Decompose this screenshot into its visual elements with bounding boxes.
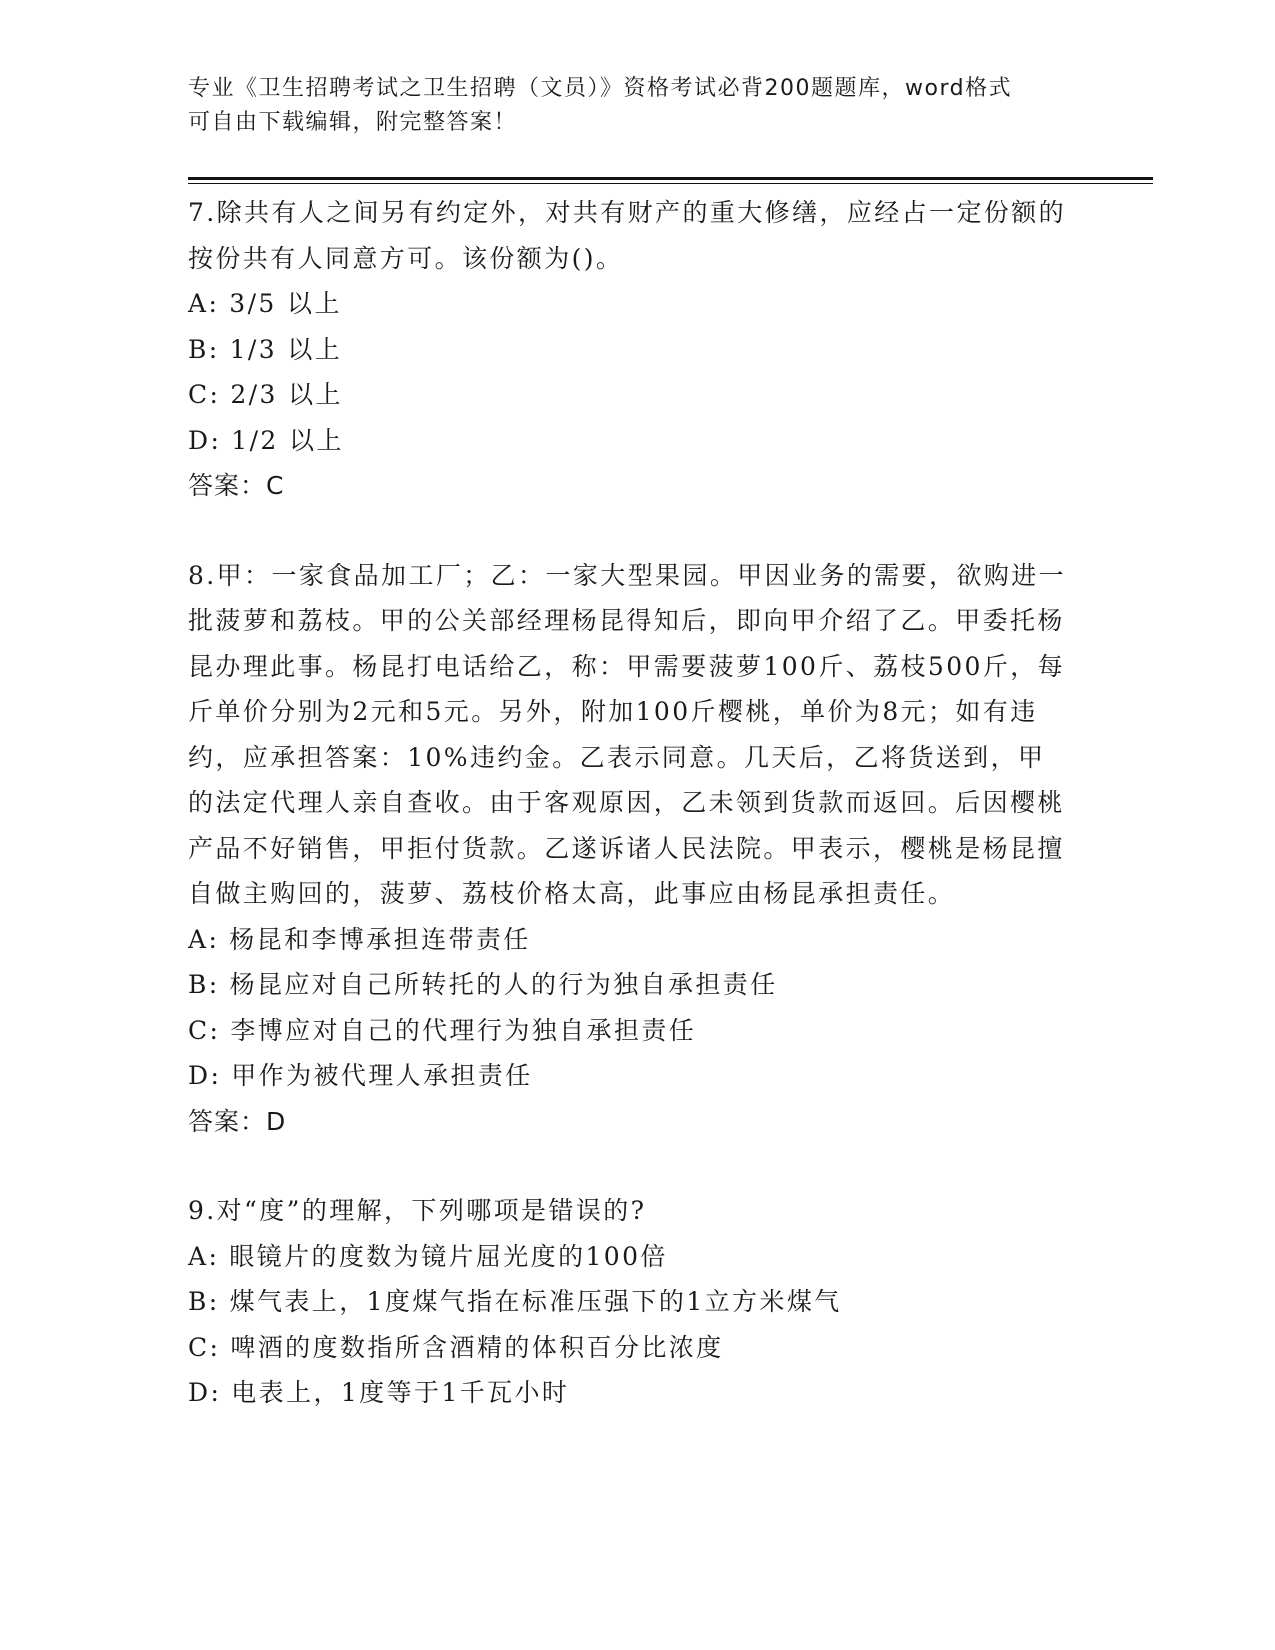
option-label: A: xyxy=(188,924,220,954)
question-stem: 9.对“度”的理解，下列哪项是错误的? xyxy=(188,1196,647,1225)
option-text: 1/2 以上 xyxy=(231,425,344,455)
option-a xyxy=(188,281,1068,327)
option-text: 啤酒的度数指所含酒精的体积百分比浓度 xyxy=(230,1332,724,1362)
option-text: 甲作为被代理人承担责任 xyxy=(231,1061,533,1090)
answer-line: 答案：D xyxy=(188,1106,287,1136)
option-label: B: xyxy=(188,334,220,364)
option-c xyxy=(188,1325,1068,1371)
question-list xyxy=(188,190,1068,1416)
option-a xyxy=(188,917,1068,963)
option-label: A: xyxy=(188,289,220,318)
option-b xyxy=(188,1279,1068,1325)
spacer xyxy=(188,509,1068,553)
option-text: 煤气表上，1度煤气指在标准压强下的1立方米煤气 xyxy=(229,1287,842,1316)
option-c xyxy=(188,372,1068,418)
header-line-1: 专业《卫生招聘考试之卫生招聘（文员）》资格考试必背200题题库，word格式 xyxy=(188,76,1013,101)
option-label: C: xyxy=(188,1332,221,1362)
option-b xyxy=(188,962,1068,1008)
option-label: B: xyxy=(188,970,220,999)
option-c xyxy=(188,1008,1068,1054)
option-text: 3/5 以上 xyxy=(229,289,342,318)
option-d xyxy=(188,1370,1068,1416)
option-d xyxy=(188,1053,1068,1099)
option-label: D: xyxy=(188,1378,222,1407)
spacer xyxy=(188,1144,1068,1188)
option-label: C: xyxy=(188,380,221,409)
question-7 xyxy=(188,190,1068,509)
question-stem: 7.除共有人之间另有约定外，对共有财产的重大修缮，应经占一定份额的按份共有人同意方可。该份额为()。 xyxy=(188,198,1067,273)
option-text: 电表上，1度等于1千瓦小时 xyxy=(231,1378,570,1407)
option-d xyxy=(188,418,1068,464)
option-text: 杨昆应对自己所转托的人的行为独自承担责任 xyxy=(229,970,778,999)
question-9 xyxy=(188,1188,1068,1416)
option-label: D: xyxy=(188,1061,222,1090)
option-text: 李博应对自己的代理行为独自承担责任 xyxy=(230,1015,697,1045)
option-a xyxy=(188,1234,1068,1280)
header-line-2: 可自由下载编辑，附完整答案！ xyxy=(188,110,518,135)
option-label: A: xyxy=(188,1241,220,1271)
option-text: 2/3 以上 xyxy=(230,380,343,409)
header-divider-thick xyxy=(188,177,1153,180)
option-text: 杨昆和李博承担连带责任 xyxy=(229,924,531,954)
question-stem: 8.甲：一家食品加工厂；乙：一家大型果园。甲因业务的需要，欲购进一批菠萝和荔枝。甲的公关部经理杨昆得知后，即向甲介绍了乙。甲委托杨昆办理此事。杨昆打电话给乙，称：甲需要菠萝100斤、荔枝500斤，每斤单价分别为2元和5元。另外，附加100斤樱桃，单价为8元；如有违约，应承担答案：10%违约金。乙表示同意。几天后，乙将货送到，甲的法定代理人亲自查收。由于客观原因，乙未领到货款而返回。后因樱桃产品不好销售，甲拒付货款。乙遂诉诸人民法院。甲表示，樱桃是杨昆擅自做主购回的，菠萝、荔枝价格太高，此事应由杨昆承担责任。 xyxy=(188,560,1067,908)
question-8 xyxy=(188,553,1068,1145)
answer-line: 答案：C xyxy=(188,471,285,500)
option-text: 1/3 以上 xyxy=(229,334,343,364)
option-label: B: xyxy=(188,1287,220,1316)
option-label: D: xyxy=(188,425,222,455)
option-text: 眼镜片的度数为镜片屈光度的100倍 xyxy=(229,1241,668,1271)
document-header xyxy=(188,72,1068,140)
header-divider-thin xyxy=(188,183,1153,184)
option-b xyxy=(188,327,1068,373)
option-label: C: xyxy=(188,1015,221,1045)
